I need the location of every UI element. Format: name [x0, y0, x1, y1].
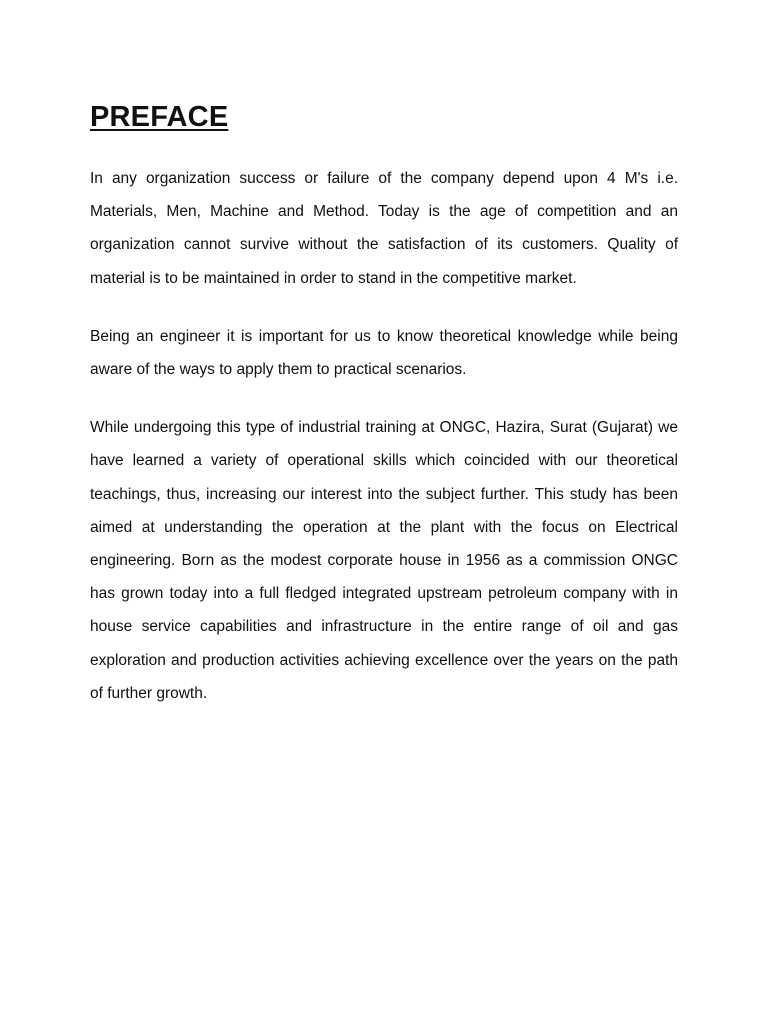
paragraph-3: While undergoing this type of industrial training at ONGC, Hazira, Surat (Gujarat) we have learned a variety of operational skills which coincided with our theoretical teachings, thus, increasing our interest into the subject further. This study has been aimed at understanding the operation at the plant with the focus on Electrical engineering. Born as the modest corporate house in 1956 as a commission ONGC has grown today into a full fledged integrated upstream petroleum company with in house service capabilities and infrastructure in the entire range of oil and gas exploration and production activities achieving excellence over the years on the path of further growth.	[90, 419, 678, 702]
preface-body	[90, 162, 678, 710]
page-title: PREFACE	[90, 101, 229, 133]
paragraph-2: Being an engineer it is important for us to know theoretical knowledge while being aware of the ways to apply them to practical scenarios.	[90, 327, 678, 379]
paragraph-1: In any organization success or failure of the company depend upon 4 M's i.e. Materials, Men, Machine and Method. Today is the age of competition and an organization cannot survive without the satisfaction of its customers. Quality of material is to be maintained in order to stand in the competitive market.	[90, 170, 678, 287]
